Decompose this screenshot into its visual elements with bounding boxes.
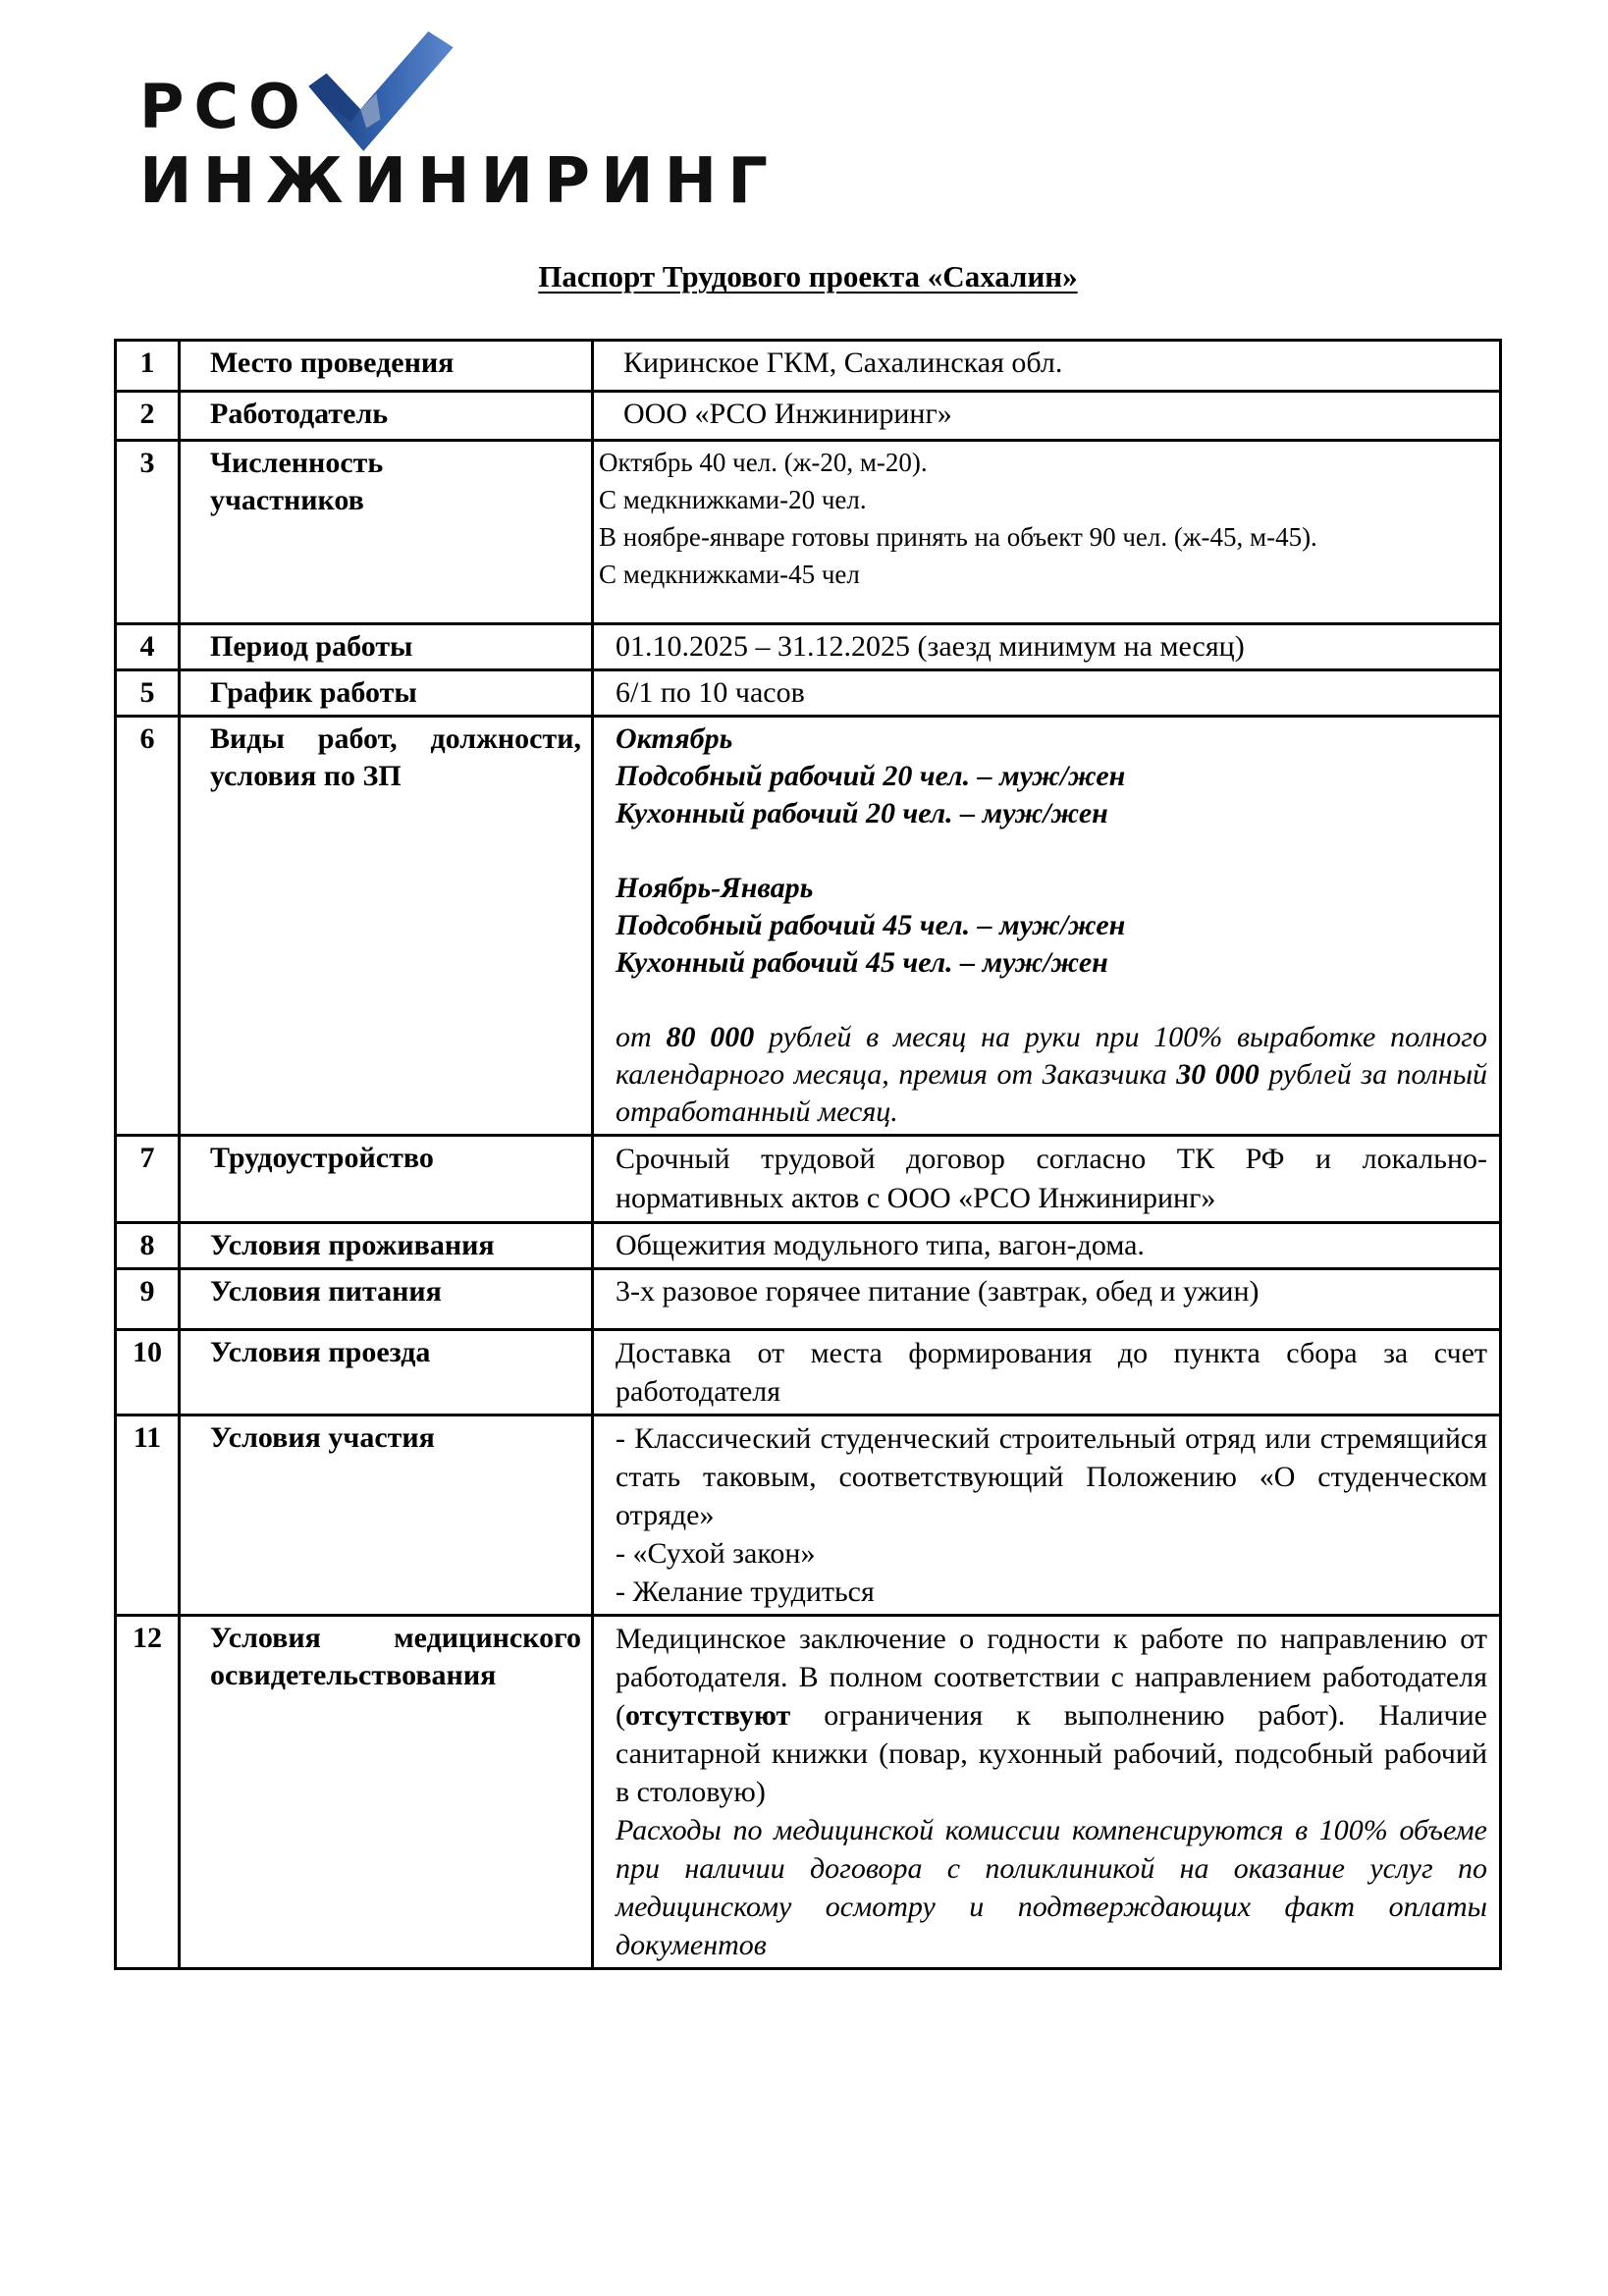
row-number: 2	[117, 393, 181, 439]
paragraph: В ноябре-январе готовы принять на объект 90 чел. (ж-45, м-45).	[599, 522, 1317, 552]
table-row	[117, 718, 1499, 1137]
paragraph: Расходы по медицинской комиссии компенсируются в 100% объеме при наличии договора с поликлиникой на оказание услуг по медицинскому осмотру и подтверждающих факт оплаты документов	[616, 1814, 1487, 1961]
paragraph: ООО «РСО Инжиниринг»	[623, 398, 952, 430]
row-content	[594, 718, 1499, 1134]
table-row	[117, 442, 1499, 625]
paragraph: Кухонный рабочий 45 чел. – муж/жен	[616, 946, 1108, 979]
row-number: 8	[117, 1224, 181, 1267]
page-title: Паспорт Трудового проекта «Сахалин»	[538, 259, 1078, 294]
table-row	[117, 342, 1499, 393]
row-number: 6	[117, 718, 181, 1134]
row-number: 11	[117, 1416, 181, 1614]
paragraph: Срочный трудовой договор согласно ТК РФ и локально-нормативных актов с ООО «РСО Инжиниринг»	[616, 1143, 1487, 1214]
table-row	[117, 1617, 1499, 1967]
row-content	[594, 1224, 1499, 1267]
paragraph: Кухонный рабочий 20 чел. – муж/жен	[616, 797, 1108, 829]
row-number: 7	[117, 1137, 181, 1221]
paragraph: 6/1 по 10 часов	[616, 676, 805, 709]
row-content	[594, 442, 1499, 622]
paragraph: Ноябрь-Январь	[616, 872, 814, 904]
row-content	[594, 1137, 1499, 1221]
row-label: График работы	[181, 671, 594, 715]
paragraph: - «Сухой закон»	[616, 1537, 816, 1570]
row-content	[594, 1617, 1499, 1967]
row-number: 5	[117, 671, 181, 715]
row-label: Условия питания	[181, 1270, 594, 1328]
row-number: 10	[117, 1331, 181, 1414]
row-content	[594, 393, 1499, 439]
paragraph: Медицинское заключение о годности к работе по направлению от работодателя. В полном соответствии с направлением работодателя (отсутствуют ограничения к выполнению работ). Наличие санитарной книжки (повар, кухонный рабочий, подсобный рабочий в столовую)	[616, 1623, 1487, 1808]
row-label: Условия проезда	[181, 1331, 594, 1414]
row-content	[594, 671, 1499, 715]
paragraph: - Классический студенческий строительный отряд или стремящийся стать таковым, соответствующий Положению «О студенческом отряде»	[616, 1422, 1487, 1531]
row-label: Виды работ, должности, условия по ЗП	[181, 718, 594, 1134]
table-row	[117, 1331, 1499, 1416]
row-label: Место проведения	[181, 342, 594, 390]
paragraph: С медкнижками-45 чел	[599, 560, 860, 589]
row-content	[594, 1331, 1499, 1414]
row-number: 1	[117, 342, 181, 390]
paragraph	[616, 832, 1487, 870]
paragraph: 01.10.2025 – 31.12.2025 (заезд минимум на месяц)	[616, 630, 1245, 663]
row-label: Условия проживания	[181, 1224, 594, 1267]
check-icon	[308, 31, 454, 151]
row-content	[594, 625, 1499, 668]
row-label: Условия медицинского освидетельствования	[181, 1617, 594, 1967]
paragraph: Доставка от места формирования до пункта сбора за счет работодателя	[616, 1337, 1487, 1408]
table-row	[117, 1270, 1499, 1331]
paragraph: от 80 000 рублей в месяц на руки при 100% выработке полного календарного месяца, премия от Заказчика 30 000 рублей за полный отработанный месяц.	[616, 1021, 1488, 1128]
row-content	[594, 1416, 1499, 1614]
row-number: 4	[117, 625, 181, 668]
table-row	[117, 1416, 1499, 1617]
row-content	[594, 1270, 1499, 1328]
row-label: Период работы	[181, 625, 594, 668]
row-label: Численность участников	[181, 442, 594, 622]
row-number: 12	[117, 1617, 181, 1967]
table-row	[117, 1224, 1499, 1270]
logo-text-top: РСО	[139, 71, 310, 142]
table-row	[117, 671, 1499, 718]
company-logo	[139, 71, 778, 218]
paragraph	[616, 982, 1487, 1019]
paragraph: Октябрь 40 чел. (ж-20, м-20).	[599, 448, 928, 477]
logo-text-bottom: ИНЖИНИРИНГ	[139, 145, 778, 218]
row-number: 9	[117, 1270, 181, 1328]
table-row	[117, 625, 1499, 671]
row-number: 3	[117, 442, 181, 622]
paragraph: Октябрь	[616, 722, 733, 755]
row-content	[594, 342, 1499, 390]
table-row	[117, 393, 1499, 442]
row-label: Работодатель	[181, 393, 594, 439]
paragraph: Киринское ГКМ, Сахалинская обл.	[623, 347, 1063, 379]
row-label: Условия участия	[181, 1416, 594, 1614]
paragraph: Общежития модульного типа, вагон-дома.	[616, 1229, 1145, 1261]
paragraph: Подсобный рабочий 20 чел. – муж/жен	[616, 760, 1126, 792]
paragraph: 3-х разовое горячее питание (завтрак, обед и ужин)	[616, 1275, 1260, 1308]
table-row	[117, 1137, 1499, 1224]
passport-table	[114, 339, 1502, 1970]
row-label: Трудоустройство	[181, 1137, 594, 1221]
paragraph: С медкнижками-20 чел.	[599, 485, 867, 514]
paragraph: - Желание трудиться	[616, 1575, 875, 1608]
paragraph: Подсобный рабочий 45 чел. – муж/жен	[616, 909, 1126, 941]
